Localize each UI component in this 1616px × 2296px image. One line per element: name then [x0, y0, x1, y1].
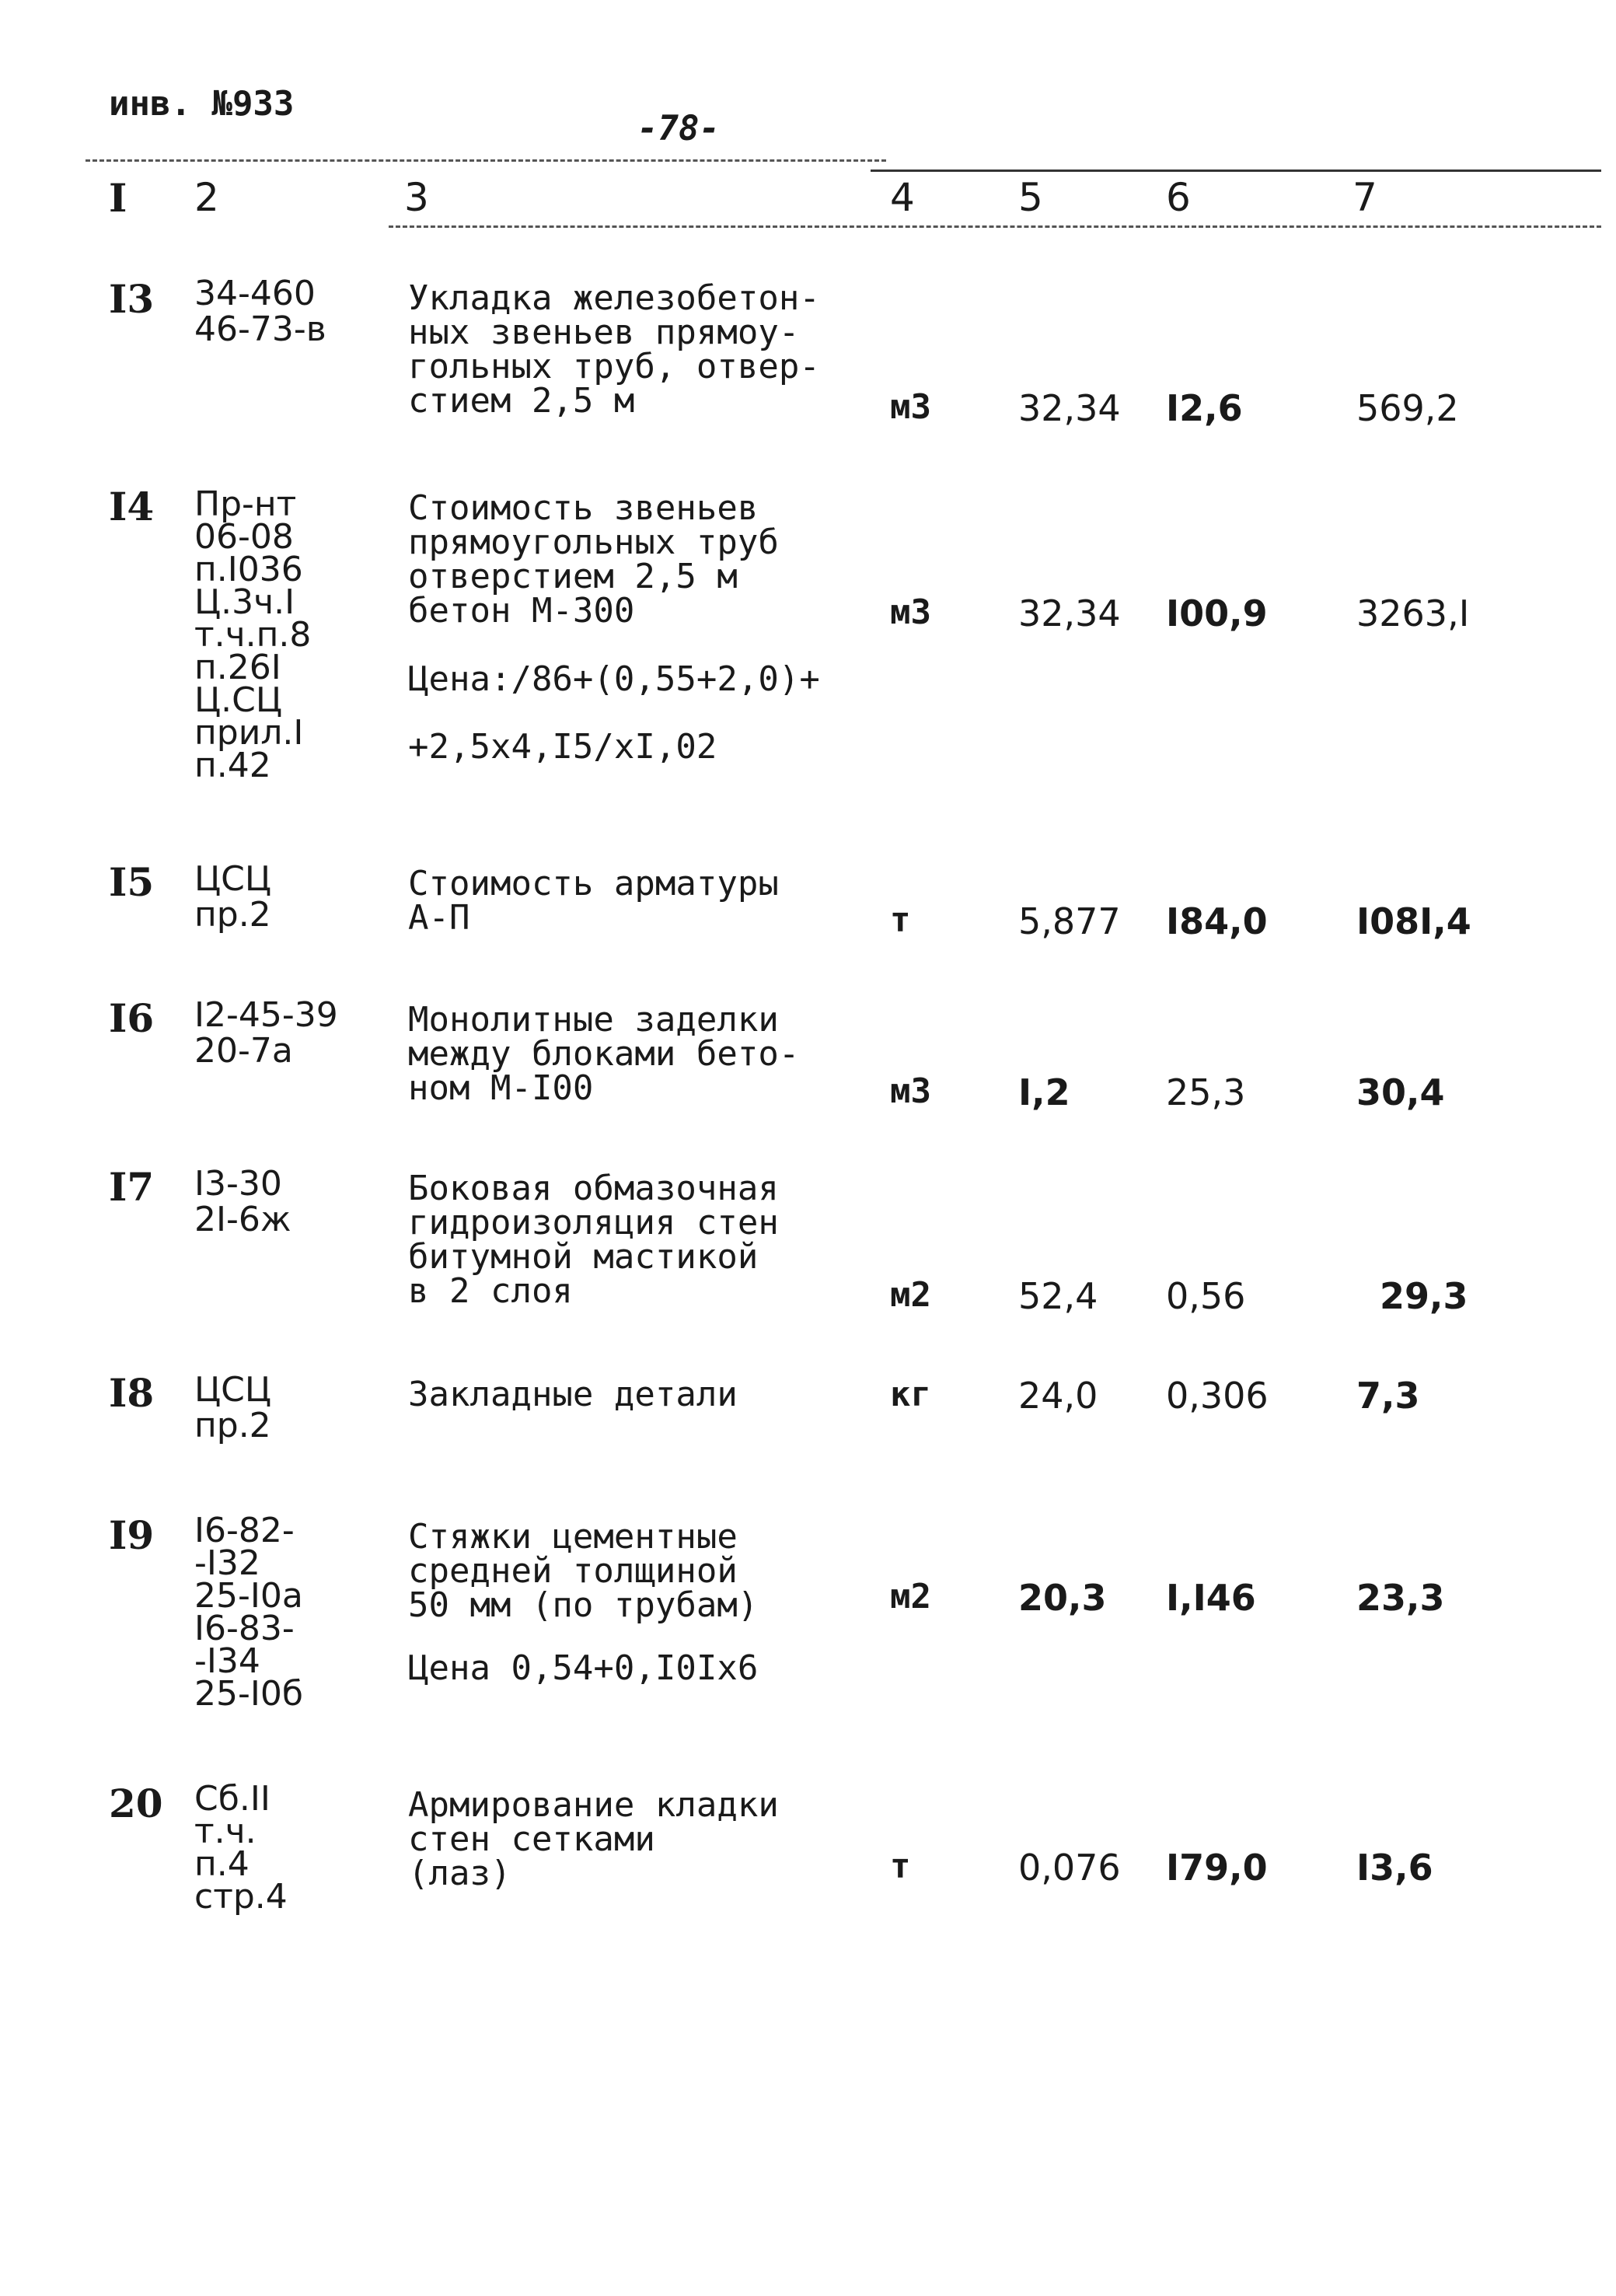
- column-header-2: 2: [194, 175, 219, 220]
- row-number: I3: [109, 276, 155, 322]
- row-unit: м3: [890, 592, 931, 632]
- row-code: ЦСЦ пр.2: [194, 1370, 272, 1445]
- column-header-7: 7: [1352, 175, 1377, 220]
- row-price: 0,56: [1166, 1275, 1246, 1317]
- row-unit: м3: [890, 387, 931, 427]
- row-total: 3263,I: [1356, 592, 1470, 634]
- row-number: I6: [109, 995, 155, 1041]
- row-price: I84,0: [1166, 900, 1268, 942]
- row-code: I2-45-39 20-7а: [194, 995, 338, 1071]
- row-code: Пр-нт 06-08 п.I036 Ц.3ч.I т.ч.п.8 п.26I Ц.СЦ прил.I п.42: [194, 484, 312, 785]
- row-description: Монолитные заделки между блоками бето- ном М-I00: [408, 1000, 800, 1108]
- row-description: Боковая обмазочная гидроизоляция стен битумной мастикой в 2 слоя: [408, 1169, 779, 1311]
- row-quantity: 0,076: [1018, 1847, 1121, 1889]
- row-quantity: 20,3: [1018, 1577, 1107, 1619]
- header-rule-top-right: [871, 169, 1601, 172]
- row-quantity: I,2: [1018, 1071, 1070, 1113]
- inventory-number: инв. №933: [109, 84, 295, 124]
- row-unit: м2: [890, 1275, 931, 1315]
- row-total: 29,3: [1380, 1275, 1468, 1317]
- row-price-formula: +2,5x4,I5/xI,02: [408, 727, 717, 767]
- row-unit: м2: [890, 1577, 931, 1616]
- row-price-formula: Цена 0,54+0,I0Ix6: [408, 1648, 759, 1688]
- row-description: Стоимость арматуры А-П: [408, 864, 779, 938]
- row-number: I4: [109, 484, 155, 529]
- row-code: I6-82- -I32 25-I0а I6-83- -I34 25-I0б: [194, 1511, 303, 1714]
- row-quantity: 32,34: [1018, 592, 1121, 634]
- row-price: I79,0: [1166, 1847, 1268, 1889]
- row-quantity: 5,877: [1018, 900, 1121, 942]
- header-rule-bottom: [389, 225, 1601, 228]
- row-number: I9: [109, 1512, 155, 1558]
- row-price: I2,6: [1166, 387, 1243, 429]
- row-total: 23,3: [1356, 1577, 1445, 1619]
- row-price: 25,3: [1166, 1071, 1246, 1113]
- row-description: Укладка железобетон- ных звеньев прямоу- гольных труб, отвер- стием 2,5 м: [408, 278, 820, 421]
- column-header-5: 5: [1018, 175, 1043, 220]
- row-price: 0,306: [1166, 1375, 1269, 1417]
- row-quantity: 32,34: [1018, 387, 1121, 429]
- column-header-1: I: [109, 175, 127, 221]
- header-rule-top-left: [86, 159, 886, 162]
- column-header-3: 3: [404, 175, 429, 220]
- row-code: ЦСЦ пр.2: [194, 859, 272, 935]
- row-quantity: 52,4: [1018, 1275, 1098, 1317]
- row-number: I7: [109, 1164, 155, 1210]
- row-number: I8: [109, 1370, 155, 1416]
- row-description: Стяжки цементные средней толщиной 50 мм (по трубам): [408, 1517, 759, 1625]
- row-quantity: 24,0: [1018, 1375, 1098, 1417]
- column-header-4: 4: [890, 175, 915, 220]
- row-code: 34-460 46-73-в: [194, 274, 326, 349]
- row-total: I08I,4: [1356, 900, 1471, 942]
- row-code: Сб.II т.ч. п.4 стр.4: [194, 1779, 288, 1917]
- row-unit: кг: [890, 1375, 931, 1414]
- row-description: Армирование кладки стен сетками (лаз): [408, 1785, 779, 1893]
- row-number: 20: [109, 1781, 163, 1826]
- row-total: 30,4: [1356, 1071, 1445, 1113]
- page-number: -78-: [637, 109, 720, 149]
- row-unit: м3: [890, 1071, 931, 1111]
- row-price: I,I46: [1166, 1577, 1256, 1619]
- row-code: I3-30 2I-6ж: [194, 1164, 291, 1239]
- row-total: 569,2: [1356, 387, 1459, 429]
- row-number: I5: [109, 859, 155, 905]
- row-price-formula: Цена:/86+(0,55+2,0)+: [408, 659, 820, 699]
- row-price: I00,9: [1166, 592, 1268, 634]
- row-total: 7,3: [1356, 1375, 1420, 1417]
- row-description: Закладные детали: [408, 1375, 738, 1414]
- row-unit: т: [890, 900, 911, 940]
- row-unit: т: [890, 1847, 911, 1886]
- row-description: Стоимость звеньев прямоугольных труб отверстием 2,5 м бетон М-300: [408, 488, 779, 631]
- row-total: I3,6: [1356, 1847, 1433, 1889]
- column-header-6: 6: [1166, 175, 1191, 220]
